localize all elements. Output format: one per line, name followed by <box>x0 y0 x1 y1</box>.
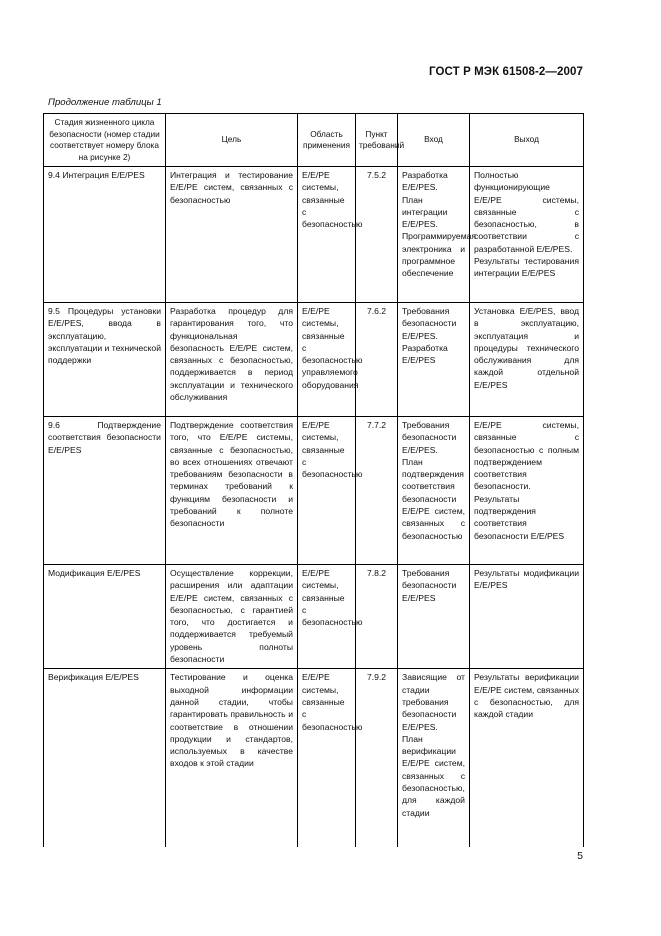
cell-output: E/E/PE системы, связанные с безопасностью с полным подтверждением соответствия безопасности. Результаты подтверждения соответствия безопасности E/E/PES <box>470 417 584 565</box>
table-row <box>44 669 584 847</box>
table-row <box>44 167 584 303</box>
table-caption: Продолжение таблицы 1 <box>48 97 162 108</box>
cell-input: Требования безопасности E/E/PES. Разработка E/E/PES <box>398 303 470 417</box>
cell-goal: Подтверждение соответствия того, что E/E/PE системы, связанные с безопасностью, во всех отношениях отвечают требованиям безопасности в терминах требований к функциям безопасности и требований к полноте безопасности <box>166 417 298 565</box>
cell-goal: Разработка процедур для гарантирования того, что функциональная безопасность E/E/PE систем, связанных с безопасностью, поддерживается в период эксплуатации и технического обслуживания <box>166 303 298 417</box>
cell-clause: 7.6.2 <box>356 303 398 417</box>
table-row <box>44 565 584 669</box>
cell-clause: 7.5.2 <box>356 167 398 303</box>
cell-input: Зависящие от стадии требования безопасности E/E/PES. План верификации E/E/PE систем, связанных с безопасностью, для каждой стадии <box>398 669 470 847</box>
col-header-output: Выход <box>470 114 584 167</box>
cell-goal: Интеграция и тестирование E/E/PE систем, связанных с безопасностью <box>166 167 298 303</box>
cell-output: Результаты верификации E/E/PE систем, связанных с безопасностью, для каждой стадии <box>470 669 584 847</box>
cell-scope: E/E/PE системы, связанные с безопасностью <box>298 669 356 847</box>
col-header-clause: Пункт требований <box>356 114 398 167</box>
cell-goal: Тестирование и оценка выходной информации данной стадии, чтобы гарантировать правильность и соответствие в отношении продукции и стандартов, используемых в качестве входов к этой стадии <box>166 669 298 847</box>
cell-input: Разработка E/E/PES. План интеграции E/E/PES. Программируемая электроника и программное обеспечение <box>398 167 470 303</box>
cell-output: Результаты модификации E/E/PES <box>470 565 584 669</box>
table-row <box>44 303 584 417</box>
col-header-goal: Цель <box>166 114 298 167</box>
page-number: 5 <box>577 850 583 862</box>
col-header-scope: Область применения <box>298 114 356 167</box>
cell-stage: 9.4 Интеграция E/E/PES <box>44 167 166 303</box>
cell-input: Требования безопасности E/E/PES <box>398 565 470 669</box>
cell-goal: Осуществление коррекции, расширения или адаптации E/E/PE систем, связанных с безопасностью, с гарантией того, что достигается и поддерживается требуемый уровень полноты безопасности <box>166 565 298 669</box>
table-header-row <box>44 114 584 167</box>
col-header-stage: Стадия жизненного цикла безопасности (номер стадии соответствует номеру блока на рисунке 2) <box>44 114 166 167</box>
cell-stage: Верификация E/E/PES <box>44 669 166 847</box>
cell-scope: E/E/PE системы, связанные с безопасностью <box>298 565 356 669</box>
cell-stage: 9.5 Процедуры установки E/E/PES, ввода в эксплуатацию, эксплуатации и технической поддержки <box>44 303 166 417</box>
cell-clause: 7.9.2 <box>356 669 398 847</box>
cell-clause: 7.8.2 <box>356 565 398 669</box>
lifecycle-table <box>43 113 584 847</box>
table-row <box>44 417 584 565</box>
cell-output: Полностью функционирующие E/E/PE системы, связанные с безопасностью, в соответствии с разработанной E/E/PES. Результаты тестирования интеграции E/E/PES <box>470 167 584 303</box>
cell-stage: Модификация E/E/PES <box>44 565 166 669</box>
cell-scope: E/E/PE системы, связанные с безопасностью <box>298 417 356 565</box>
col-header-input: Вход <box>398 114 470 167</box>
cell-input: Требования безопасности E/E/PES. План подтверждения соответствия безопасности E/E/PE систем, связанных с безопасностью <box>398 417 470 565</box>
cell-clause: 7.7.2 <box>356 417 398 565</box>
cell-scope: E/E/PE системы, связанные с безопасностью <box>298 167 356 303</box>
cell-stage: 9.6 Подтверждение соответствия безопасности E/E/PES <box>44 417 166 565</box>
cell-output: Установка E/E/PES, ввод в эксплуатацию, эксплуатация и процедуры технического обслуживания для каждой отдельной E/E/PES <box>470 303 584 417</box>
cell-scope: E/E/PE системы, связанные с безопасностью управляемого оборудования <box>298 303 356 417</box>
document-code: ГОСТ Р МЭК 61508-2—2007 <box>429 66 583 78</box>
